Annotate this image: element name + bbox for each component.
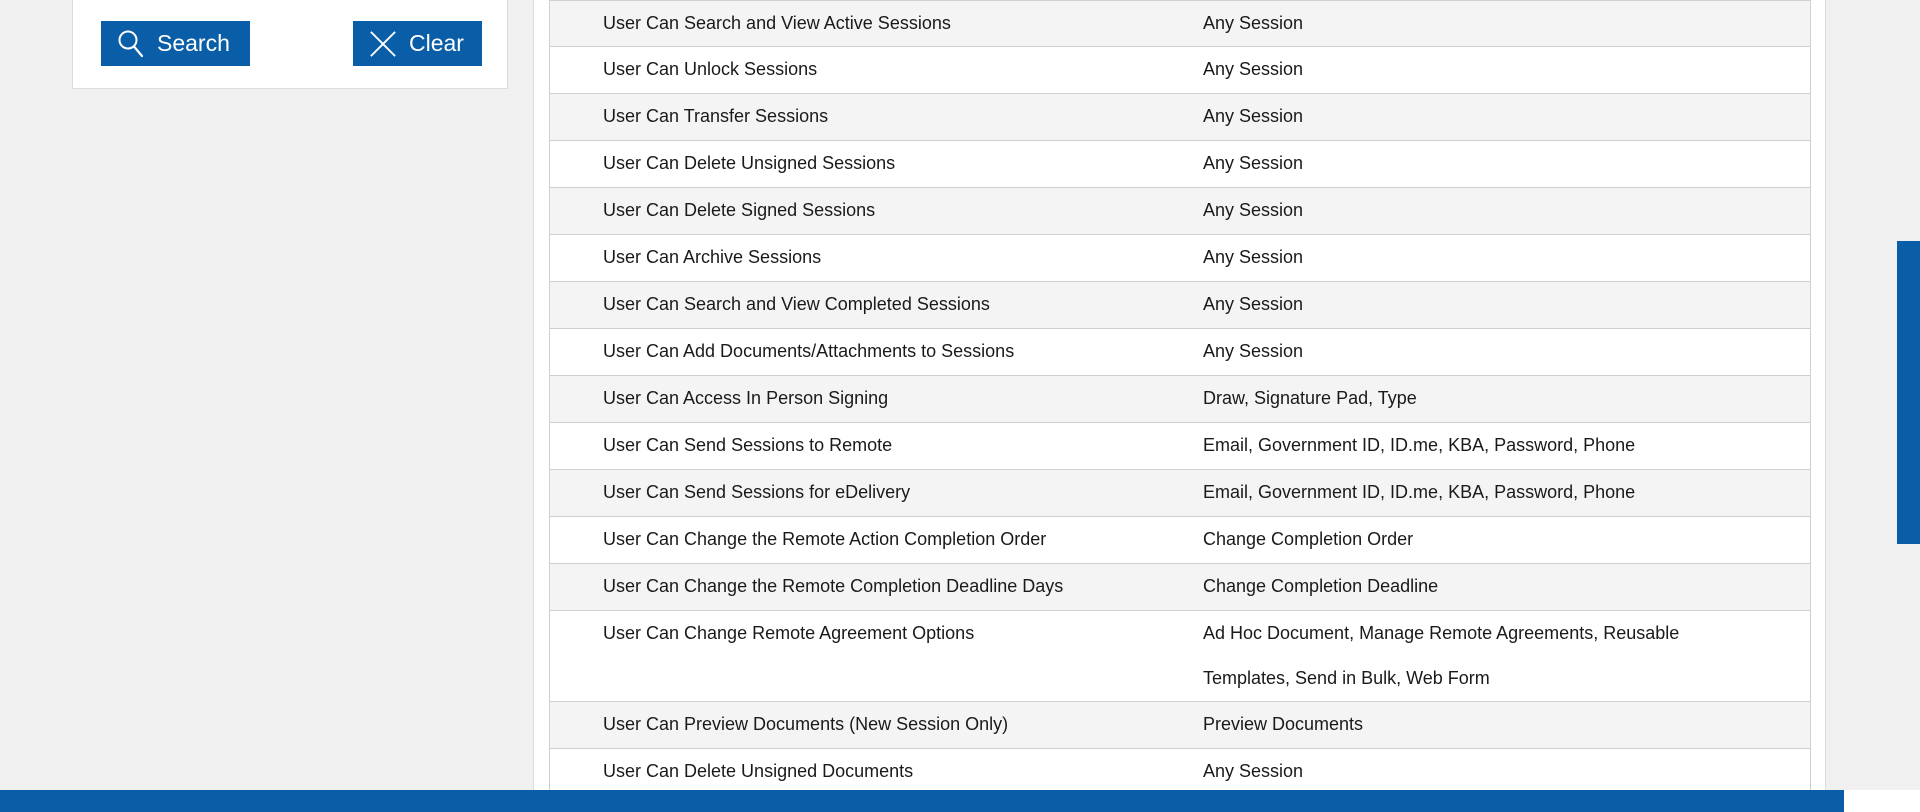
permission-value: Any Session	[1203, 247, 1304, 267]
permission-name: User Can Access In Person Signing	[603, 388, 889, 408]
table-row	[550, 94, 1810, 141]
permission-value: Preview Documents	[1203, 714, 1364, 734]
permission-name: User Can Transfer Sessions	[603, 106, 829, 126]
table-row	[550, 470, 1810, 517]
permission-name: User Can Send Sessions to Remote	[603, 435, 893, 455]
search-button-label: Search	[157, 30, 230, 56]
table-row	[550, 141, 1810, 188]
permission-name: User Can Change the Remote Completion Deadline Days	[603, 576, 1064, 596]
permission-name: User Can Delete Unsigned Sessions	[603, 153, 896, 173]
table-row	[550, 329, 1810, 376]
table-row	[550, 47, 1810, 94]
table-row	[550, 423, 1810, 470]
permissions-table	[549, 0, 1811, 796]
table-row	[550, 749, 1810, 796]
permission-value: Any Session	[1203, 59, 1304, 79]
table-row	[550, 611, 1810, 702]
table-row	[550, 235, 1810, 282]
search-icon	[117, 28, 145, 60]
permission-value: Email, Government ID, ID.me, KBA, Password, Phone	[1203, 482, 1636, 502]
table-row	[550, 0, 1810, 47]
permission-value: Change Completion Deadline	[1203, 576, 1439, 596]
search-panel	[72, 0, 508, 89]
permission-name: User Can Search and View Active Sessions	[603, 13, 951, 33]
permission-value: Email, Government ID, ID.me, KBA, Password, Phone	[1203, 435, 1636, 455]
permission-name: User Can Send Sessions for eDelivery	[603, 482, 911, 502]
close-icon	[369, 28, 397, 60]
footer-corner	[1844, 790, 1920, 812]
permission-value: Any Session	[1203, 294, 1304, 314]
permission-name: User Can Archive Sessions	[603, 247, 822, 267]
permission-value: Any Session	[1203, 13, 1304, 33]
table-row	[550, 517, 1810, 564]
clear-button-label: Clear	[409, 30, 464, 56]
table-row	[550, 188, 1810, 235]
footer-bar	[0, 790, 1844, 812]
permission-name: User Can Delete Unsigned Documents	[603, 761, 914, 781]
permission-value: Any Session	[1203, 200, 1304, 220]
permission-value: Draw, Signature Pad, Type	[1203, 388, 1417, 408]
table-row	[550, 702, 1810, 749]
permission-value: Any Session	[1203, 153, 1304, 173]
permission-name: User Can Delete Signed Sessions	[603, 200, 876, 220]
permission-name: User Can Preview Documents (New Session Only)	[603, 714, 1009, 734]
permission-name: User Can Change the Remote Action Completion Order	[603, 529, 1047, 549]
permission-name: User Can Change Remote Agreement Options	[603, 623, 975, 643]
permission-name: User Can Unlock Sessions	[603, 59, 818, 79]
table-row	[550, 564, 1810, 611]
permission-value: Any Session	[1203, 761, 1304, 781]
search-button[interactable]	[101, 21, 250, 66]
permission-value: Ad Hoc Document, Manage Remote Agreements, Reusable Templates, Send in Bulk, Web Form	[1203, 623, 1680, 688]
permission-value: Change Completion Order	[1203, 529, 1414, 549]
clear-button[interactable]	[353, 21, 482, 66]
permission-value: Any Session	[1203, 341, 1304, 361]
permission-value: Any Session	[1203, 106, 1304, 126]
table-row	[550, 376, 1810, 423]
scrollbar-thumb[interactable]	[1897, 241, 1920, 544]
permission-name: User Can Add Documents/Attachments to Sessions	[603, 341, 1015, 361]
table-row	[550, 282, 1810, 329]
permission-name: User Can Search and View Completed Sessions	[603, 294, 990, 314]
